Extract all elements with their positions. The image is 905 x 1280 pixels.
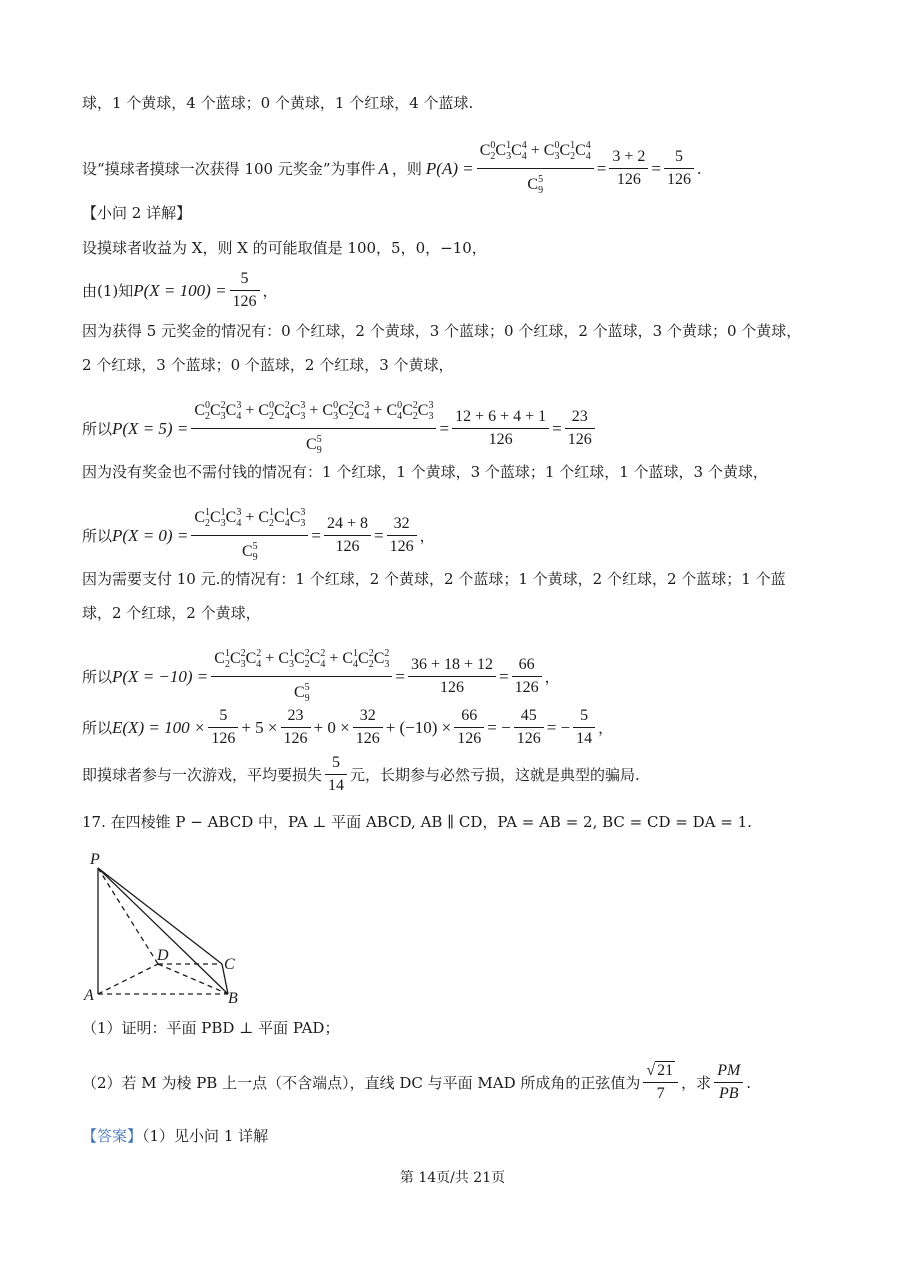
operator: + 0 × — [313, 717, 350, 737]
combination-fraction — [211, 643, 392, 710]
fraction-denominator: PB — [718, 1085, 739, 1102]
fraction-denominator: 14 — [576, 730, 593, 747]
text-segment: ， — [544, 667, 560, 686]
fraction — [664, 146, 694, 191]
fraction — [565, 406, 595, 451]
vertex-label-p: P — [90, 851, 100, 868]
formula-line — [82, 268, 278, 313]
combination-fraction — [191, 395, 436, 462]
fraction — [208, 705, 238, 750]
fraction-numerator: 66 — [461, 707, 478, 724]
formula-line: 所以 P(X = 5) = $\frac{C_2^0C_3^2C_4^3 + C_2^0C_4^2C_3^3 + C_3^0C_2^2C_4^3 + C_4^0C_2^2C_3^3}{C_9^5}$ = $\frac{12 + 6 + 4 + 1}{126}$ = $\frac{23}{126}$ — [82, 395, 598, 462]
pyramid-figure — [80, 848, 260, 1008]
edge-pd-hidden — [98, 868, 158, 964]
fraction-denominator: 126 — [488, 431, 513, 448]
fraction-denominator: $C_9^5$ — [242, 541, 258, 563]
fraction-denominator: 126 — [667, 171, 692, 188]
fraction — [714, 1060, 743, 1105]
fraction — [387, 513, 417, 558]
question-17-part-2 — [82, 1060, 751, 1105]
vertex-label-d: D — [157, 947, 169, 964]
fraction-denominator: 126 — [283, 730, 308, 747]
formula-lhs: P(X = 0) = — [112, 525, 189, 545]
edge-ad-hidden — [98, 964, 158, 994]
edge-db-hidden — [158, 964, 228, 994]
fraction-numerator: √ 21 — [646, 1062, 674, 1079]
fraction — [573, 705, 595, 750]
fraction-numerator: $C_2^0C_3^1C_4^4 + C_3^0C_2^1C_4^4$ — [479, 140, 591, 162]
answer-line — [82, 1126, 268, 1146]
fraction — [353, 705, 383, 750]
fraction-denominator: 126 — [514, 679, 539, 696]
text-segment: ， — [598, 718, 614, 737]
text-line: 因为没有奖金也不需付钱的情况有：1 个红球，1 个黄球，3 个蓝球；1 个红球，1 个蓝球，3 个黄球， — [82, 463, 768, 481]
formula-lhs: P(A) = — [425, 158, 474, 178]
text-line: 设摸球者收益为 X，则 X 的可能取值是 100，5，0，−10， — [82, 239, 487, 257]
text-segment: ， — [262, 281, 278, 300]
fraction-numerator: 23 — [287, 707, 304, 724]
fraction-numerator: PM — [717, 1062, 741, 1079]
text-line: 球，1 个黄球，4 个蓝球；0 个黄球，1 个红球，4 个蓝球. — [82, 94, 474, 112]
fraction-numerator: 32 — [359, 707, 376, 724]
fraction — [452, 406, 549, 451]
fraction-denominator: 126 — [440, 679, 464, 696]
text-segment: 所以 — [82, 419, 113, 438]
text-line: 因为需要支付 10 元.的情况有：1 个红球，2 个黄球，2 个蓝球；1 个黄球，2 个红球，2 个蓝球；1 个蓝 — [82, 570, 786, 588]
text-segment: ，则 — [391, 159, 422, 178]
text-segment: ， — [419, 526, 435, 545]
fraction — [325, 752, 347, 797]
text-line: 2 个红球，3 个蓝球；0 个蓝球，2 个红球，3 个黄球， — [82, 356, 454, 374]
text-segment: 所以 — [82, 667, 113, 686]
fraction-numerator: 5 — [240, 270, 249, 287]
question-17-part-1: （1）证明：平面 PBD ⊥ 平面 PAD； — [82, 1019, 340, 1037]
formula-lhs: P(X = −10) = — [112, 666, 209, 686]
fraction-numerator: 23 — [571, 408, 588, 425]
edge-pb — [98, 868, 228, 994]
fraction — [643, 1060, 678, 1105]
fraction-denominator: 126 — [335, 538, 360, 555]
fraction — [512, 654, 542, 699]
expectation-line — [82, 705, 613, 750]
event-symbol: A — [378, 158, 389, 178]
conclusion-line — [82, 752, 640, 797]
fraction — [514, 705, 544, 750]
event-a-probability-line: 设“摸球者摸球一次获得 100 元奖金”为事件 A ，则 P(A) = $\frac{C_2^0C_3^1C_4^4 + C_3^0C_2^1C_4^4}{C_9^5}$ = $\frac{3 + 2}{126}$ = $\frac{5}{126}$ . — [82, 135, 701, 202]
fraction-numerator: 36 + 18 + 12 — [410, 656, 494, 673]
formula-lhs: E(X) = 100 × — [112, 717, 206, 737]
text-segment: 元，长期参与必然亏损，这就是典型的骗局. — [350, 765, 640, 784]
fraction-numerator: 45 — [520, 707, 537, 724]
formula-lhs: P(X = 5) = — [112, 418, 189, 438]
text-segment: 所以 — [82, 718, 113, 737]
fraction-numerator: 12 + 6 + 4 + 1 — [455, 408, 547, 425]
fraction-denominator: 126 — [516, 730, 541, 747]
fraction-denominator: 126 — [355, 730, 380, 747]
fraction-numerator: $C_2^0C_3^2C_4^3 + C_2^0C_4^2C_3^3 + C_3^0C_2^2C_4^3 + C_4^0C_2^2C_3^3$ — [194, 400, 434, 422]
combination-fraction — [191, 502, 308, 569]
question-17-stem: 17. 在四棱锥 P − ABCD 中，PA ⊥ 平面 ABCD, AB ∥ CD，PA = AB = 2, BC = CD = DA = 1. — [82, 813, 752, 831]
text-line: 球，2 个红球，2 个黄球， — [82, 604, 261, 622]
fraction-denominator: 7 — [656, 1085, 665, 1102]
fraction-denominator: 126 — [616, 171, 641, 188]
radicand: 21 — [657, 1062, 674, 1079]
text-line: 因为获得 5 元奖金的情况有：0 个红球，2 个黄球，3 个蓝球；0 个红球，2 个蓝球，3 个黄球；0 个黄球， — [82, 322, 802, 340]
operator: + 5 × — [241, 717, 278, 737]
answer-tag: 【答案】 — [82, 1127, 143, 1145]
fraction-denominator: 126 — [457, 730, 482, 747]
text-segment: （2）若 M 为棱 PB 上一点（不含端点），直线 DC 与平面 MAD 所成角的正弦值为 — [82, 1073, 641, 1092]
text-segment: 由(1)知 — [82, 281, 134, 300]
fraction-numerator: 24 + 8 — [326, 515, 368, 532]
fraction-denominator: $C_9^5$ — [306, 434, 322, 456]
fraction-numerator: 66 — [518, 656, 535, 673]
formula-line: 所以 P(X = 0) = $\frac{C_2^1C_3^1C_4^3 + C_2^1C_4^1C_3^3}{C_9^5}$ = $\frac{24 + 8}{126}$ = $\frac{32}{126}$ ， — [82, 502, 435, 569]
fraction — [408, 654, 496, 699]
fraction — [454, 705, 484, 750]
vertex-label-a: A — [84, 987, 94, 1004]
page-number-footer: 第 14页/共 21页 — [399, 1170, 506, 1186]
fraction — [609, 146, 648, 191]
formula-lhs: P(X = 100) = — [133, 280, 227, 300]
fraction-denominator: 126 — [211, 730, 236, 747]
text-segment: 即摸球者参与一次游戏，平均要损失 — [82, 765, 323, 784]
fraction-denominator: 126 — [389, 538, 414, 555]
formula-line: 所以 P(X = −10) = $\frac{C_2^1C_3^2C_4^2 + C_3^1C_2^2C_4^2 + C_4^1C_2^2C_3^2}{C_9^5}$ = $\frac{36 + 18 + 12}{126}$ = $\frac{66}{126}$ ， — [82, 643, 560, 710]
text-segment: 设“摸球者摸球一次获得 100 元奖金”为事件 — [82, 159, 376, 178]
answer-text: （1）见小问 1 详解 — [142, 1127, 269, 1145]
fraction — [230, 268, 260, 313]
fraction-numerator: 3 + 2 — [612, 148, 646, 165]
fraction-denominator: 126 — [232, 293, 257, 310]
operator: = − — [487, 717, 511, 737]
fraction-numerator: 5 — [332, 754, 341, 771]
operator: = − — [546, 717, 571, 737]
text-segment: 所以 — [82, 526, 113, 545]
fraction-denominator: 14 — [328, 777, 345, 794]
vertex-label-c: C — [224, 956, 235, 973]
text-segment: ，求 — [681, 1073, 712, 1092]
fraction-numerator: 32 — [393, 515, 410, 532]
fraction — [281, 705, 311, 750]
fraction-denominator: $C_9^5$ — [527, 174, 544, 196]
vertex-label-b: B — [228, 990, 238, 1007]
fraction — [324, 513, 371, 558]
operator: + (−10) × — [385, 717, 452, 737]
fraction-numerator: 5 — [580, 707, 589, 724]
fraction-denominator: 126 — [567, 431, 592, 448]
fraction-numerator: $C_2^1C_3^2C_4^2 + C_3^1C_2^2C_4^2 + C_4^1C_2^2C_3^2$ — [214, 648, 390, 670]
fraction-numerator: 5 — [219, 707, 228, 724]
section-heading: 【小问 2 详解】 — [82, 204, 192, 222]
combination-fraction — [477, 135, 594, 202]
fraction-denominator: $C_9^5$ — [294, 682, 310, 704]
fraction-numerator: $C_2^1C_3^1C_4^3 + C_2^1C_4^1C_3^3$ — [194, 507, 306, 529]
fraction-numerator: 5 — [675, 148, 684, 165]
text-segment: . — [746, 1073, 752, 1092]
